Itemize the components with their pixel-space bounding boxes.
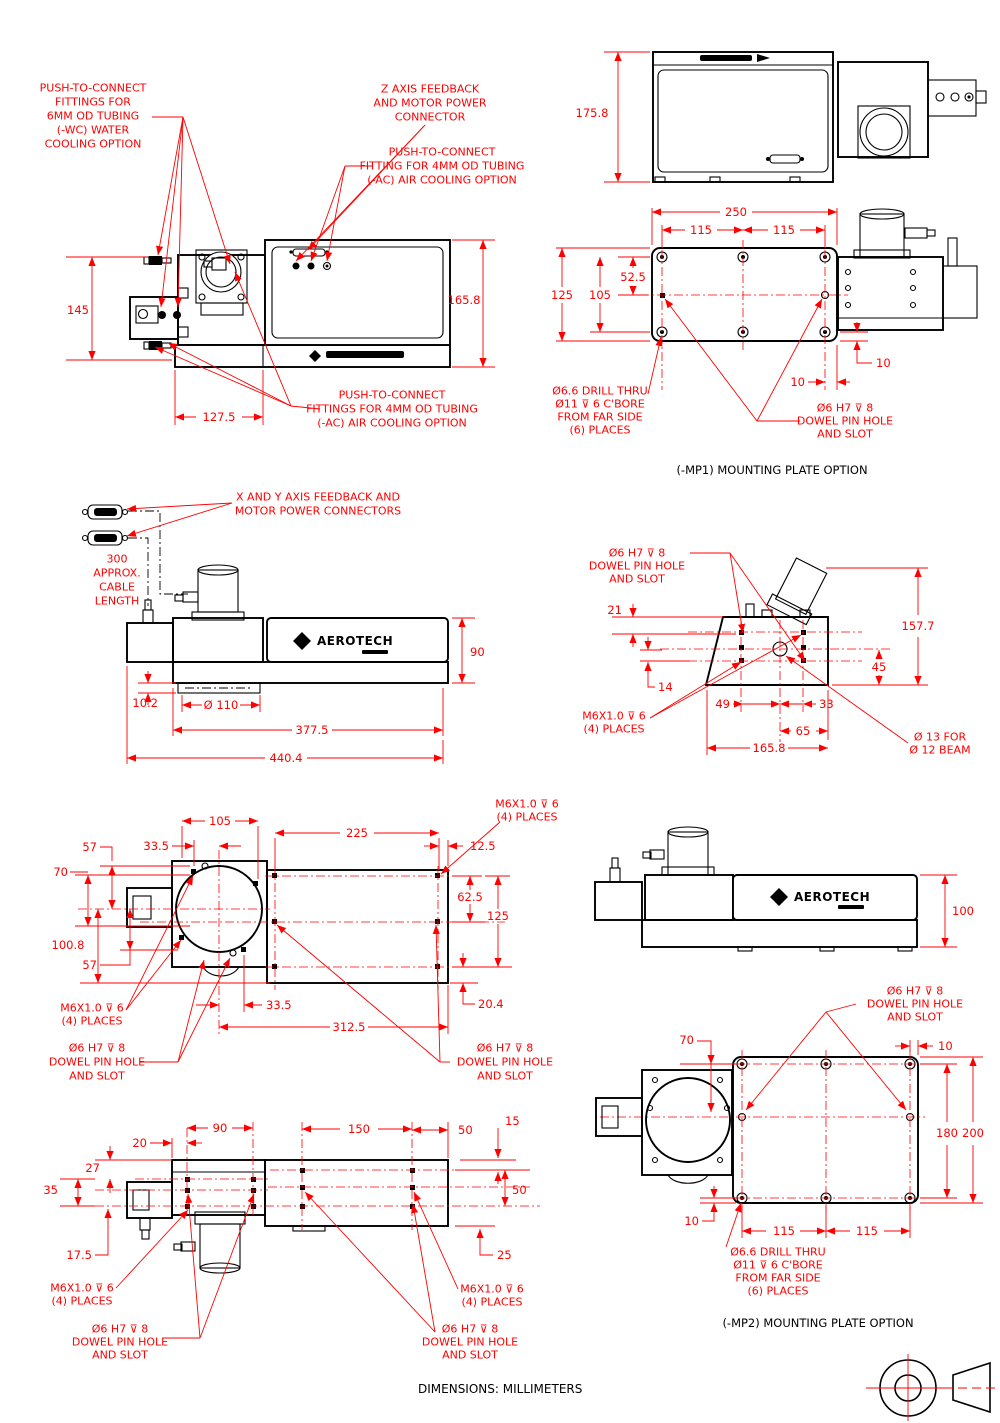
dim-165-8b: 165.8 [752, 741, 786, 755]
dim-35: 35 [43, 1183, 58, 1197]
dim-21: 21 [607, 603, 622, 617]
dim-57b: 57 [82, 958, 97, 972]
dim-200: 200 [962, 1126, 984, 1140]
dim-52-5: 52.5 [620, 270, 646, 284]
dim-70b: 70 [53, 865, 68, 879]
motor-angled [767, 556, 831, 625]
dim-25: 25 [497, 1248, 512, 1262]
view-mp2 [596, 985, 984, 1331]
dim-105b: 105 [209, 814, 231, 828]
motor-bottom [174, 1212, 245, 1273]
svg-text:AND SLOT: AND SLOT [442, 1348, 498, 1362]
svg-text:M6X1.0 ⊽ 6: M6X1.0 ⊽ 6 [495, 797, 559, 811]
svg-text:CABLE: CABLE [99, 580, 135, 594]
view-bottom [43, 1114, 540, 1362]
svg-text:PUSH-TO-CONNECT: PUSH-TO-CONNECT [338, 388, 446, 402]
svg-text:(4) PLACES: (4) PLACES [61, 1014, 123, 1028]
note-bottom-dowel-r [422, 1323, 518, 1362]
dim-150: 150 [348, 1122, 370, 1136]
svg-text:AND SLOT: AND SLOT [887, 1010, 943, 1024]
svg-text:(4) PLACES: (4) PLACES [51, 1294, 113, 1308]
svg-text:(4) PLACES: (4) PLACES [461, 1295, 523, 1309]
dim-377-5: 377.5 [295, 723, 329, 737]
svg-text:AND MOTOR POWER: AND MOTOR POWER [373, 96, 487, 110]
dim-10-b: 10 [790, 375, 805, 389]
dim-127-5: 127.5 [202, 410, 236, 424]
third-angle-projection-icon [866, 1354, 999, 1421]
dim-57t: 57 [82, 840, 97, 854]
dim-125: 125 [551, 288, 573, 302]
svg-text:M6X1.0 ⊽ 6: M6X1.0 ⊽ 6 [60, 1001, 124, 1015]
bottom-holes [185, 1168, 415, 1209]
push-fitting-bottom [144, 341, 171, 350]
note-mp1-dowel [797, 402, 893, 441]
mp2-stage-top [596, 1070, 732, 1183]
caption-mp2: (-MP2) MOUNTING PLATE OPTION [722, 1316, 914, 1330]
svg-text:AND SLOT: AND SLOT [92, 1348, 148, 1362]
dim-50r: 50 [458, 1123, 473, 1137]
svg-text:PUSH-TO-CONNECT: PUSH-TO-CONNECT [388, 145, 496, 159]
svg-text:FITTINGS FOR 4MM OD TUBING: FITTINGS FOR 4MM OD TUBING [306, 402, 478, 416]
svg-text:FITTING FOR 4MM OD TUBING: FITTING FOR 4MM OD TUBING [359, 159, 525, 173]
svg-text:DOWEL PIN HOLE: DOWEL PIN HOLE [48, 1055, 146, 1069]
svg-text:M6X1.0 ⊽ 6: M6X1.0 ⊽ 6 [460, 1282, 524, 1296]
svg-text:AND SLOT: AND SLOT [477, 1069, 533, 1083]
svg-text:DOWEL PIN HOLE: DOWEL PIN HOLE [71, 1335, 169, 1349]
svg-text:DOWEL PIN HOLE: DOWEL PIN HOLE [421, 1335, 519, 1349]
svg-text:Ø 13 FOR: Ø 13 FOR [913, 730, 967, 744]
svg-text:AND SLOT: AND SLOT [817, 427, 873, 441]
note-beam-dowel [589, 547, 685, 586]
dim-27: 27 [85, 1161, 100, 1175]
dim-14: 14 [658, 680, 673, 694]
svg-text:(6) PLACES: (6) PLACES [747, 1284, 809, 1298]
aerotech-logo-strip [700, 54, 770, 62]
dim-15: 15 [505, 1114, 520, 1128]
view-side-left [83, 491, 485, 766]
svg-text:Ø6 H7 ⊽ 8: Ø6 H7 ⊽ 8 [608, 546, 666, 560]
svg-text:(4) PLACES: (4) PLACES [583, 722, 645, 736]
dim-33-5t: 33.5 [143, 839, 169, 853]
dim-125b: 125 [487, 909, 509, 923]
mp1-stage-side [838, 209, 977, 330]
dim-10-2: 10.2 [132, 696, 158, 710]
note-mp1-cbore [552, 385, 647, 437]
svg-text:(-AC) AIR COOLING OPTION: (-AC) AIR COOLING OPTION [367, 173, 517, 187]
dim-49: 49 [715, 697, 730, 711]
svg-text:FITTINGS FOR: FITTINGS FOR [55, 95, 131, 109]
dim-12-5: 12.5 [470, 839, 496, 853]
svg-text:Ø11 ⊽ 6 C'BORE: Ø11 ⊽ 6 C'BORE [733, 1258, 823, 1272]
svg-text:300: 300 [106, 552, 128, 566]
dim-250: 250 [725, 205, 747, 219]
svg-text:AEROTECH: AEROTECH [317, 634, 394, 648]
label-z-axis [373, 83, 487, 124]
svg-text:6MM OD TUBING: 6MM OD TUBING [46, 109, 140, 123]
svg-text:Ø6.6 DRILL THRU: Ø6.6 DRILL THRU [552, 384, 648, 398]
caption-mp1: (-MP1) MOUNTING PLATE OPTION [676, 463, 868, 477]
dim-165-8: 165.8 [447, 293, 481, 307]
svg-text:(-AC) AIR COOLING OPTION: (-AC) AIR COOLING OPTION [317, 416, 467, 430]
dim-175-8: 175.8 [575, 106, 609, 120]
dim-110: Ø 110 [203, 698, 239, 712]
side-bracket [130, 288, 188, 339]
svg-text:Ø6.6 DRILL THRU: Ø6.6 DRILL THRU [730, 1245, 826, 1259]
stage-holes-right [272, 873, 440, 969]
dim-440-4: 440.4 [269, 751, 303, 765]
dim-33: 33 [819, 697, 834, 711]
svg-text:CONNECTOR: CONNECTOR [394, 110, 466, 124]
svg-text:AND SLOT: AND SLOT [69, 1069, 125, 1083]
dim-45: 45 [871, 660, 887, 674]
dim-17-5: 17.5 [66, 1248, 92, 1262]
svg-text:Ø11 ⊽ 6 C'BORE: Ø11 ⊽ 6 C'BORE [555, 397, 645, 411]
view-beam [582, 547, 970, 757]
motor-side [175, 565, 244, 620]
svg-text:APPROX.: APPROX. [93, 566, 141, 580]
note-bottom-dowel-l [72, 1323, 168, 1362]
note-mp2-cbore [730, 1246, 825, 1298]
svg-text:X AND Y AXIS FEEDBACK AND: X AND Y AXIS FEEDBACK AND [236, 490, 400, 504]
dim-157-7: 157.7 [901, 619, 935, 633]
beam-holes [739, 630, 806, 663]
dim-105: 105 [589, 288, 611, 302]
bracket-side [127, 600, 173, 662]
dim-100-8: 100.8 [51, 938, 85, 952]
svg-text:M6X1.0 ⊽ 6: M6X1.0 ⊽ 6 [582, 709, 646, 723]
dim-10-r: 10 [876, 356, 891, 370]
note-mp2-dowel [867, 985, 963, 1024]
svg-text:DOWEL PIN HOLE: DOWEL PIN HOLE [456, 1055, 554, 1069]
dim-65: 65 [795, 724, 811, 738]
dimensions-note: DIMENSIONS: MILLIMETERS [418, 1382, 583, 1396]
dim-20-4: 20.4 [478, 997, 504, 1011]
svg-text:Z AXIS FEEDBACK: Z AXIS FEEDBACK [380, 82, 480, 96]
svg-text:Ø6 H7 ⊽ 8: Ø6 H7 ⊽ 8 [476, 1041, 534, 1055]
svg-text:LENGTH: LENGTH [94, 594, 140, 608]
svg-text:Ø6 H7 ⊽ 8: Ø6 H7 ⊽ 8 [441, 1322, 499, 1336]
dim-115-r: 115 [773, 223, 795, 237]
svg-text:FROM FAR SIDE: FROM FAR SIDE [557, 410, 643, 424]
view-top-right [576, 52, 986, 182]
dim-225: 225 [346, 826, 368, 840]
svg-text:Ø6 H7 ⊽ 8: Ø6 H7 ⊽ 8 [816, 401, 874, 415]
view-side-right [595, 827, 974, 951]
dim-115r-mp2: 115 [856, 1224, 878, 1238]
dim-70-mp2: 70 [679, 1033, 694, 1047]
dim-180: 180 [936, 1126, 958, 1140]
dim-115-l: 115 [690, 223, 712, 237]
dim-10b-mp2: 10 [684, 1214, 699, 1228]
svg-text:DOWEL PIN HOLE: DOWEL PIN HOLE [866, 997, 964, 1011]
dim-50b: 50 [512, 1183, 527, 1197]
svg-text:Ø6 H7 ⊽ 8: Ø6 H7 ⊽ 8 [91, 1322, 149, 1336]
view-mp1 [551, 205, 977, 477]
svg-text:Ø6 H7 ⊽ 8: Ø6 H7 ⊽ 8 [886, 984, 944, 998]
dim-115l-mp2: 115 [773, 1224, 795, 1238]
svg-text:MOTOR POWER CONNECTORS: MOTOR POWER CONNECTORS [234, 504, 402, 518]
svg-text:Ø6 H7 ⊽ 8: Ø6 H7 ⊽ 8 [68, 1041, 126, 1055]
label-cable [93, 553, 140, 608]
note-bottom-m6-l [50, 1282, 114, 1308]
svg-text:M6X1.0 ⊽ 6: M6X1.0 ⊽ 6 [50, 1281, 114, 1295]
svg-text:FROM FAR SIDE: FROM FAR SIDE [735, 1271, 821, 1285]
dim-20b: 20 [132, 1136, 147, 1150]
svg-text:Ø 12 BEAM: Ø 12 BEAM [909, 743, 971, 757]
svg-text:PUSH-TO-CONNECT: PUSH-TO-CONNECT [39, 81, 147, 95]
svg-text:AEROTECH: AEROTECH [794, 890, 871, 904]
label-ac-fittings [306, 389, 478, 430]
dim-33-5b: 33.5 [266, 998, 292, 1012]
label-xy [235, 491, 401, 518]
svg-text:(6) PLACES: (6) PLACES [569, 423, 631, 437]
dsub-connector-2 [83, 531, 128, 545]
dim-10t-mp2: 10 [938, 1039, 953, 1053]
dim-100: 100 [952, 904, 974, 918]
dim-312-5: 312.5 [332, 1020, 366, 1034]
svg-text:DOWEL PIN HOLE: DOWEL PIN HOLE [796, 414, 894, 428]
label-ac-fitting [360, 146, 525, 187]
svg-text:DOWEL PIN HOLE: DOWEL PIN HOLE [588, 559, 686, 573]
svg-text:AND SLOT: AND SLOT [609, 572, 665, 586]
view-front [40, 82, 525, 430]
dim-62-5: 62.5 [457, 890, 483, 904]
note-stage-dowel-br [457, 1042, 553, 1083]
svg-text:(-WC) WATER: (-WC) WATER [56, 123, 130, 137]
view-top-stage [49, 798, 559, 1083]
note-bottom-m6-r [460, 1283, 524, 1309]
dim-90b: 90 [212, 1121, 228, 1135]
svg-text:(4) PLACES: (4) PLACES [496, 810, 558, 824]
motor-side-2 [643, 827, 714, 875]
note-stage-dowel-bl [49, 1042, 145, 1083]
dim-145: 145 [67, 303, 89, 317]
label-wc [40, 82, 147, 151]
dim-90: 90 [470, 645, 485, 659]
note-beam-m6 [582, 710, 646, 736]
note-stage-m6-tr [495, 798, 559, 824]
note-beam-dia13 [909, 731, 970, 757]
svg-text:COOLING OPTION: COOLING OPTION [44, 137, 142, 151]
dsub-connector-1 [83, 505, 128, 519]
note-stage-m6-bl [60, 1002, 124, 1028]
